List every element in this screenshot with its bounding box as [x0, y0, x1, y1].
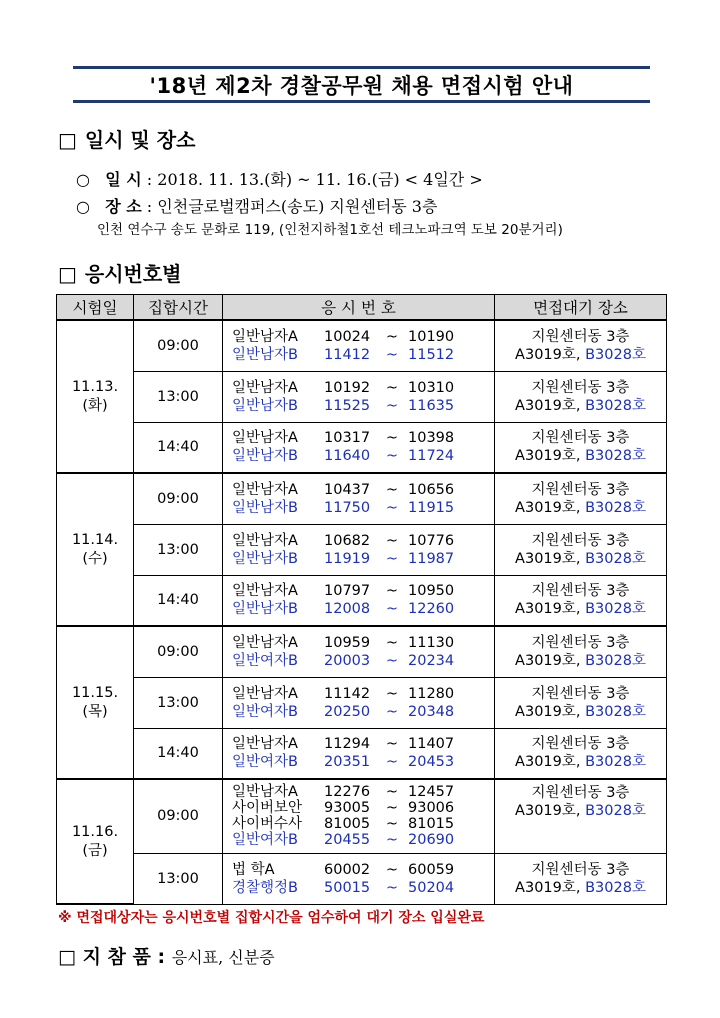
range-start: 11412 — [324, 346, 371, 363]
room-a: A3019호, — [515, 879, 581, 896]
date-text: 11.14. — [71, 531, 119, 548]
range-start: 10959 — [324, 634, 371, 651]
cell-location — [495, 473, 667, 524]
location-building: 지원센터동 3층 — [531, 379, 630, 396]
checkbox-square-icon: □ — [58, 946, 76, 968]
exam-group: 일반남자A — [232, 685, 298, 702]
location-rooms — [495, 600, 666, 618]
exam-group: 경찰행정B — [232, 879, 298, 896]
number-range — [232, 800, 494, 816]
number-range — [232, 879, 494, 897]
cell-numbers — [223, 473, 495, 524]
range-start: 50015 — [324, 879, 371, 896]
cell-numbers — [223, 626, 495, 677]
range-end: 11512 — [408, 346, 455, 363]
title-top-rule — [73, 66, 650, 69]
info-value: 인천글로벌캠퍼스(송도) 지원센터동 3층 — [157, 197, 438, 216]
number-range — [232, 652, 494, 670]
number-range — [232, 447, 494, 465]
exam-group: 일반남자A — [232, 532, 298, 549]
range-end: 11130 — [408, 634, 455, 651]
number-range — [232, 600, 494, 618]
location-building: 지원센터동 3층 — [531, 861, 630, 878]
range-start: 20003 — [324, 652, 371, 669]
number-range — [232, 582, 494, 600]
range-separator: ~ — [385, 652, 399, 669]
date-text: 11.13. — [71, 378, 119, 395]
info-value: 2018. 11. 13.(화) ~ 11. 16.(금) < 4일간 > — [157, 170, 483, 189]
number-range — [232, 816, 494, 832]
exam-group: 법 학A — [232, 861, 275, 878]
location-rooms — [495, 753, 666, 771]
room-b: B3028호 — [585, 601, 646, 618]
location-rooms — [495, 550, 666, 568]
location-rooms — [495, 499, 666, 517]
cell-numbers — [223, 371, 495, 422]
room-a: A3019호, — [515, 499, 581, 516]
cell-date — [57, 473, 134, 626]
number-range — [232, 634, 494, 652]
range-separator: ~ — [385, 583, 399, 600]
range-end: 10398 — [408, 430, 455, 447]
range-start: 12276 — [324, 784, 371, 801]
date-text: 11.16. — [71, 823, 119, 840]
range-end: 20234 — [408, 652, 455, 669]
range-end: 10950 — [408, 583, 455, 600]
range-end: 10190 — [408, 328, 455, 345]
cell-time: 14:40 — [134, 575, 223, 626]
room-a: A3019호, — [515, 601, 581, 618]
range-separator: ~ — [385, 481, 399, 498]
exam-group: 일반남자B — [232, 346, 298, 363]
cell-location — [495, 320, 667, 371]
title-banner — [73, 66, 650, 106]
location-building: 지원센터동 3층 — [531, 685, 630, 702]
range-start: 11750 — [324, 499, 371, 516]
range-start: 11640 — [324, 448, 371, 465]
title-bottom-rule — [73, 100, 650, 103]
range-separator: ~ — [385, 346, 399, 363]
range-separator: ~ — [385, 832, 399, 849]
notice-text: ※ 면접대상자는 응시번호별 집합시간을 엄수하여 대기 장소 입실완료 — [58, 910, 485, 926]
exam-group: 일반남자B — [232, 499, 298, 516]
exam-group: 일반남자A — [232, 736, 298, 753]
location-rooms — [495, 879, 666, 897]
range-end: 11407 — [408, 736, 455, 753]
room-b: B3028호 — [585, 397, 646, 414]
info-label: 장 소 — [105, 197, 142, 216]
weekday-text: (수) — [82, 550, 108, 567]
exam-group: 일반남자B — [232, 601, 298, 618]
section-heading: 일시 및 장소 — [84, 128, 196, 152]
cell-date — [57, 626, 134, 779]
range-start: 10317 — [324, 430, 371, 447]
cell-location — [495, 677, 667, 728]
weekday-text: (목) — [82, 703, 108, 720]
location-rooms — [495, 447, 666, 465]
cell-location — [495, 626, 667, 677]
range-start: 11919 — [324, 550, 371, 567]
range-separator: ~ — [385, 703, 399, 720]
cell-time: 13:00 — [134, 524, 223, 575]
range-separator: ~ — [385, 861, 399, 878]
table-row — [57, 371, 667, 422]
range-separator: ~ — [385, 397, 399, 414]
cell-time: 09:00 — [134, 626, 223, 677]
cell-numbers — [223, 677, 495, 728]
page-title: '18년 제2차 경찰공무원 채용 면접시험 안내 — [149, 74, 574, 98]
range-separator: ~ — [385, 754, 399, 771]
exam-group: 일반남자A — [232, 784, 298, 801]
range-separator: ~ — [385, 532, 399, 549]
info-label: 일 시 — [105, 170, 142, 189]
cell-location — [495, 779, 667, 853]
room-b: B3028호 — [585, 550, 646, 567]
header-number: 응 시 번 호 — [223, 295, 495, 321]
range-separator: ~ — [385, 634, 399, 651]
range-separator: ~ — [385, 879, 399, 896]
range-end: 81015 — [408, 816, 455, 833]
room-b: B3028호 — [585, 803, 646, 819]
table-row — [57, 728, 667, 779]
exam-group: 일반여자B — [232, 754, 298, 771]
cell-time: 09:00 — [134, 779, 223, 853]
range-separator: ~ — [385, 736, 399, 753]
header-time: 집합시간 — [134, 295, 223, 321]
cell-time: 09:00 — [134, 320, 223, 371]
number-range — [232, 429, 494, 447]
exam-group: 사이버수사 — [232, 816, 303, 833]
table-row — [57, 779, 667, 853]
room-b: B3028호 — [585, 754, 646, 771]
section-date-place — [58, 124, 195, 153]
range-start: 20351 — [324, 754, 371, 771]
range-end: 93006 — [408, 800, 455, 817]
range-end: 12457 — [408, 784, 455, 801]
schedule-table — [56, 294, 667, 905]
table-row — [57, 422, 667, 473]
range-separator: ~ — [385, 816, 399, 833]
cell-numbers — [223, 575, 495, 626]
range-separator: ~ — [385, 328, 399, 345]
location-building: 지원센터동 3층 — [531, 481, 630, 498]
range-start: 60002 — [324, 861, 371, 878]
number-range — [232, 532, 494, 550]
range-separator: ~ — [385, 601, 399, 618]
cell-numbers — [223, 320, 495, 371]
cell-numbers — [223, 779, 495, 853]
exam-group: 일반남자A — [232, 634, 298, 651]
range-start: 11142 — [324, 685, 371, 702]
number-range — [232, 703, 494, 721]
location-rooms — [495, 802, 666, 820]
exam-group: 일반남자A — [232, 379, 298, 396]
range-end: 11724 — [408, 448, 455, 465]
location-building: 지원센터동 3층 — [531, 328, 630, 345]
exam-group: 일반남자A — [232, 430, 298, 447]
bring-value: 응시표, 신분증 — [171, 948, 275, 967]
address: 인천 연수구 송도 문화로 119, (인천지하철1호선 테크노파크역 도보 20분거리) — [97, 222, 563, 238]
cell-time: 13:00 — [134, 371, 223, 422]
exam-group: 일반여자B — [232, 832, 298, 849]
location-building: 지원센터동 3층 — [531, 532, 630, 549]
range-start: 20250 — [324, 703, 371, 720]
range-start: 20455 — [324, 832, 371, 849]
number-range — [232, 379, 494, 397]
number-range — [232, 328, 494, 346]
location-rooms — [495, 346, 666, 364]
location-rooms — [495, 703, 666, 721]
table-header-row — [57, 295, 667, 321]
room-b: B3028호 — [585, 499, 646, 516]
range-end: 10776 — [408, 532, 455, 549]
range-separator: ~ — [385, 499, 399, 516]
range-end: 11915 — [408, 499, 455, 516]
range-end: 60059 — [408, 861, 455, 878]
location-rooms — [495, 652, 666, 670]
range-separator: ~ — [385, 430, 399, 447]
room-a: A3019호, — [515, 652, 581, 669]
range-start: 12008 — [324, 601, 371, 618]
range-separator: ~ — [385, 448, 399, 465]
location-building: 지원센터동 3층 — [531, 430, 630, 447]
exam-group: 일반여자B — [232, 652, 298, 669]
table-row — [57, 626, 667, 677]
section-by-number — [58, 258, 182, 287]
range-start: 93005 — [324, 800, 371, 817]
cell-time: 13:00 — [134, 677, 223, 728]
room-b: B3028호 — [585, 346, 646, 363]
cell-location — [495, 728, 667, 779]
number-range — [232, 735, 494, 753]
number-range — [232, 861, 494, 879]
info-when: ○ 일 시 : 2018. 11. 13.(화) ~ 11. 16.(금) < 4일간 > — [76, 170, 483, 189]
cell-location — [495, 422, 667, 473]
range-separator: ~ — [385, 550, 399, 567]
checkbox-square-icon: □ — [58, 128, 77, 152]
items-to-bring — [58, 942, 275, 969]
circle-bullet-icon: ○ — [76, 197, 90, 216]
range-end: 12260 — [408, 601, 455, 618]
table-row — [57, 575, 667, 626]
range-separator: ~ — [385, 784, 399, 801]
room-a: A3019호, — [515, 448, 581, 465]
number-range — [232, 753, 494, 771]
range-start: 81005 — [324, 816, 371, 833]
room-a: A3019호, — [515, 803, 581, 819]
exam-group: 일반남자A — [232, 481, 298, 498]
range-separator: ~ — [385, 685, 399, 702]
weekday-text: (화) — [82, 397, 108, 414]
location-building: 지원센터동 3층 — [531, 634, 630, 651]
location-building: 지원센터동 3층 — [531, 736, 630, 753]
number-range — [232, 550, 494, 568]
date-text: 11.15. — [71, 684, 119, 701]
exam-group: 일반남자B — [232, 448, 298, 465]
exam-group: 일반남자B — [232, 550, 298, 567]
table-row — [57, 320, 667, 371]
exam-group: 일반남자A — [232, 583, 298, 600]
exam-group: 일반남자B — [232, 397, 298, 414]
cell-numbers — [223, 422, 495, 473]
room-a: A3019호, — [515, 754, 581, 771]
header-location: 면접대기 장소 — [495, 295, 667, 321]
weekday-text: (금) — [82, 842, 108, 859]
range-start: 11525 — [324, 397, 371, 414]
room-a: A3019호, — [515, 703, 581, 720]
room-a: A3019호, — [515, 346, 581, 363]
info-where: ○ 장 소 : 인천글로벌캠퍼스(송도) 지원센터동 3층 — [76, 197, 438, 216]
room-b: B3028호 — [585, 652, 646, 669]
room-b: B3028호 — [585, 448, 646, 465]
number-range — [232, 397, 494, 415]
range-start: 11294 — [324, 736, 371, 753]
room-a: A3019호, — [515, 397, 581, 414]
room-a: A3019호, — [515, 550, 581, 567]
header-date: 시험일 — [57, 295, 134, 321]
exam-group: 사이버보안 — [232, 800, 303, 817]
range-start: 10024 — [324, 328, 371, 345]
cell-location — [495, 371, 667, 422]
range-end: 50204 — [408, 879, 455, 896]
location-building: 지원센터동 3층 — [531, 785, 630, 801]
table-row — [57, 853, 667, 904]
exam-group: 일반여자B — [232, 703, 298, 720]
cell-time: 09:00 — [134, 473, 223, 524]
cell-location — [495, 575, 667, 626]
cell-numbers — [223, 853, 495, 904]
table-row — [57, 524, 667, 575]
cell-time: 13:00 — [134, 853, 223, 904]
room-b: B3028호 — [585, 879, 646, 896]
range-end: 10656 — [408, 481, 455, 498]
exam-group: 일반남자A — [232, 328, 298, 345]
range-start: 10192 — [324, 379, 371, 396]
range-end: 11987 — [408, 550, 455, 567]
bring-label: 지 참 품 : — [82, 946, 166, 968]
cell-date — [57, 779, 134, 904]
range-separator: ~ — [385, 379, 399, 396]
location-rooms — [495, 397, 666, 415]
range-end: 20690 — [408, 832, 455, 849]
number-range — [232, 481, 494, 499]
cell-numbers — [223, 728, 495, 779]
range-end: 20348 — [408, 703, 455, 720]
range-start: 10682 — [324, 532, 371, 549]
range-end: 10310 — [408, 379, 455, 396]
table-row — [57, 473, 667, 524]
number-range — [232, 499, 494, 517]
checkbox-square-icon: □ — [58, 262, 77, 286]
number-range — [232, 685, 494, 703]
section-heading: 응시번호별 — [84, 262, 182, 286]
range-separator: ~ — [385, 800, 399, 817]
location-building: 지원센터동 3층 — [531, 583, 630, 600]
range-end: 20453 — [408, 754, 455, 771]
range-end: 11635 — [408, 397, 455, 414]
number-range — [232, 784, 494, 800]
circle-bullet-icon: ○ — [76, 170, 90, 189]
number-range — [232, 346, 494, 364]
table-body — [57, 320, 667, 904]
cell-date — [57, 320, 134, 473]
number-range — [232, 832, 494, 848]
room-b: B3028호 — [585, 703, 646, 720]
cell-time: 14:40 — [134, 728, 223, 779]
table-row — [57, 677, 667, 728]
cell-numbers — [223, 524, 495, 575]
cell-time: 14:40 — [134, 422, 223, 473]
cell-location — [495, 853, 667, 904]
range-start: 10437 — [324, 481, 371, 498]
range-end: 11280 — [408, 685, 455, 702]
range-start: 10797 — [324, 583, 371, 600]
cell-location — [495, 524, 667, 575]
